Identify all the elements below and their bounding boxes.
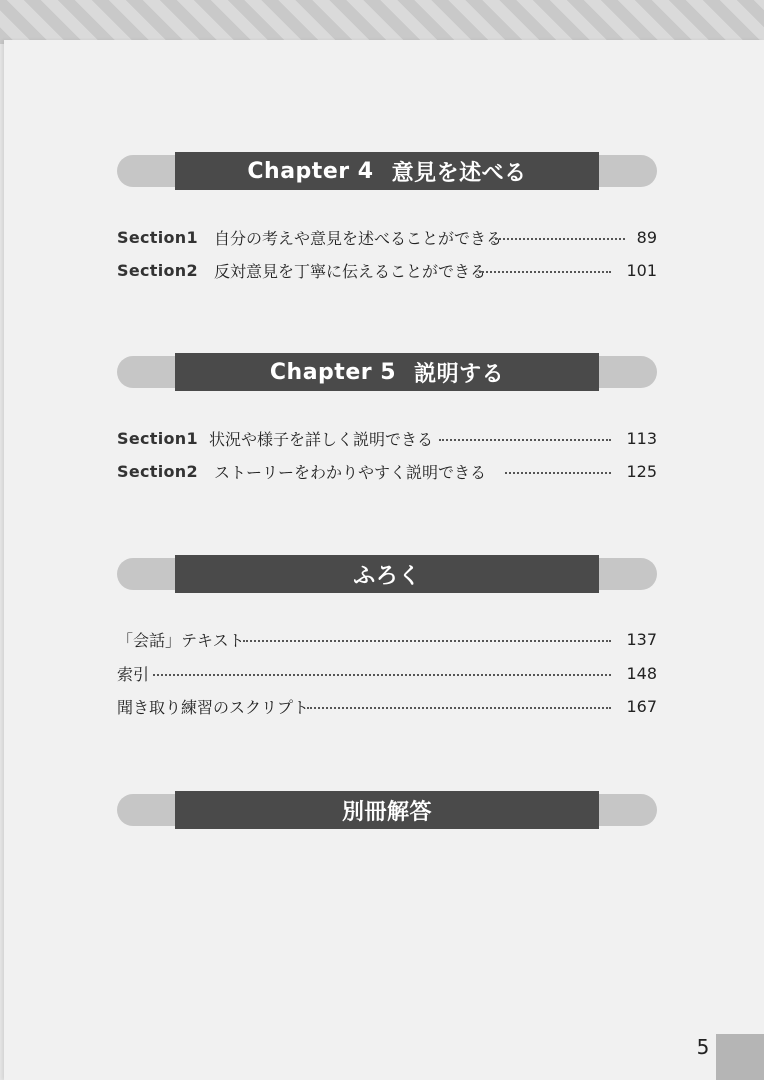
dot-leader bbox=[439, 439, 611, 441]
page-number-ref: 167 bbox=[626, 697, 657, 716]
chapter-4-title: 意見を述べる bbox=[391, 160, 527, 186]
toc-row-ch5-sec1[interactable] bbox=[117, 427, 657, 453]
toc-row-ch4-sec1[interactable] bbox=[117, 226, 657, 252]
chapter-4-label: Chapter 4 bbox=[247, 158, 374, 184]
toc-row-appendix-script[interactable] bbox=[117, 695, 657, 721]
page-number-ref: 89 bbox=[636, 228, 657, 247]
chapter-5-band bbox=[175, 353, 599, 391]
dot-leader bbox=[505, 472, 611, 474]
dot-leader bbox=[243, 640, 611, 642]
appendix-band bbox=[175, 555, 599, 593]
page-number: 5 bbox=[696, 1035, 710, 1059]
section-label: Section1 bbox=[117, 228, 198, 247]
chapter-5-label: Chapter 5 bbox=[269, 359, 397, 385]
appendix-header bbox=[117, 555, 657, 593]
separate-volume-band bbox=[175, 791, 599, 829]
page-corner-tab bbox=[716, 1034, 764, 1080]
toc-row-appendix-conversation[interactable] bbox=[117, 628, 657, 654]
toc-row-ch5-sec2[interactable] bbox=[117, 460, 657, 486]
appendix-item-title: 聞き取り練習のスクリプト bbox=[117, 698, 310, 717]
section-title: 状況や様子を詳しく説明できる bbox=[209, 430, 434, 449]
chapter-4-header bbox=[117, 152, 657, 190]
dot-leader bbox=[153, 674, 611, 676]
separate-volume-header bbox=[117, 791, 657, 829]
chapter-5-header bbox=[117, 353, 657, 391]
chapter-5-title: 説明する bbox=[414, 361, 505, 387]
page-number-ref: 101 bbox=[626, 261, 657, 280]
appendix-item-title: 索引 bbox=[117, 665, 150, 684]
dot-leader bbox=[307, 707, 611, 709]
appendix-item-title: 「会話」テキスト bbox=[117, 631, 245, 650]
section-label: Section2 bbox=[117, 261, 198, 280]
page-number-ref: 125 bbox=[626, 462, 657, 481]
separate-volume-title: 別冊解答 bbox=[341, 799, 432, 825]
section-title: 自分の考えや意見を述べることができる bbox=[214, 229, 503, 248]
section-title: ストーリーをわかりやすく説明できる bbox=[214, 463, 487, 482]
page-number-ref: 113 bbox=[626, 429, 657, 448]
toc-row-ch4-sec2[interactable] bbox=[117, 259, 657, 285]
appendix-title: ふろく bbox=[353, 563, 421, 589]
section-label: Section1 bbox=[117, 429, 198, 448]
chapter-4-band bbox=[175, 152, 599, 190]
top-stripe-decoration bbox=[0, 0, 764, 44]
section-label: Section2 bbox=[117, 462, 198, 481]
page-number-ref: 137 bbox=[626, 630, 657, 649]
dot-leader bbox=[479, 271, 611, 273]
dot-leader bbox=[495, 238, 625, 240]
toc-row-appendix-index[interactable] bbox=[117, 662, 657, 688]
section-title: 反対意見を丁寧に伝えることができる bbox=[214, 262, 487, 281]
page-number-ref: 148 bbox=[626, 664, 657, 683]
